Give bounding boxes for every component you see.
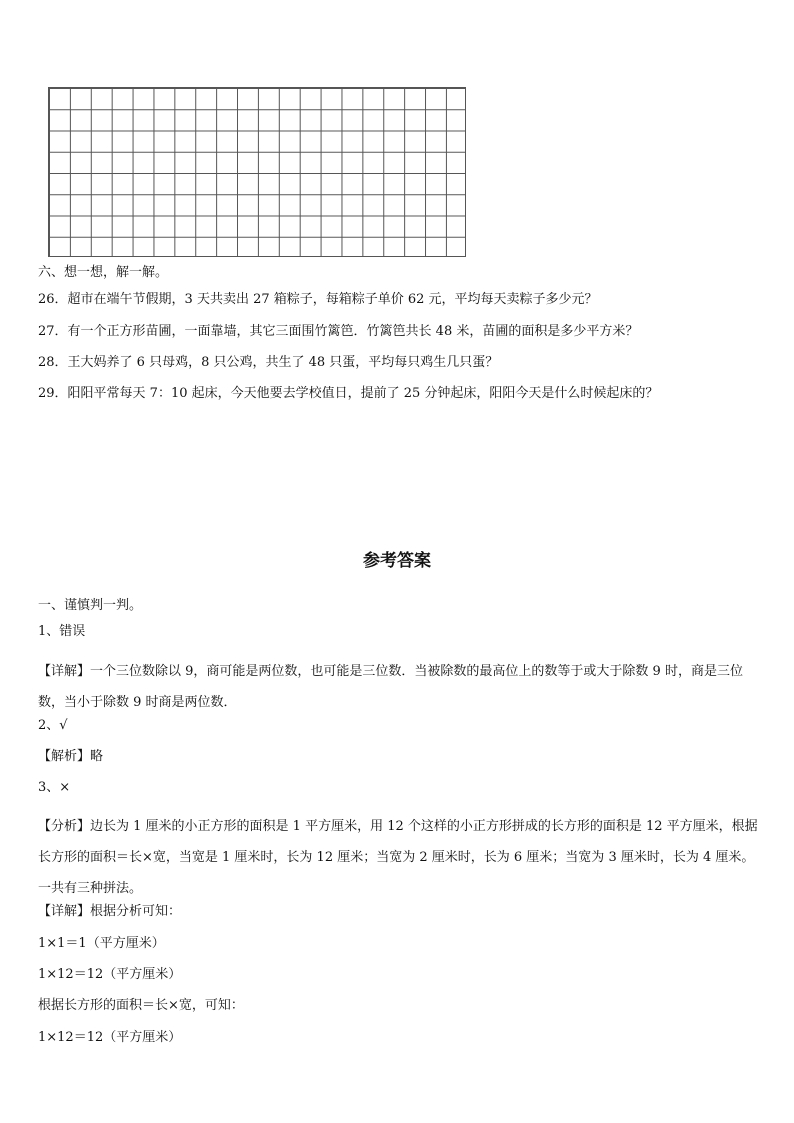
- question-29: 29．阳阳平常每天 7：10 起床，今天他要去学校值日，提前了 25 分钟起床，阳阳今天是什么时候起床的？: [38, 386, 659, 401]
- question-28: 28．王大妈养了 6 只母鸡，8 只公鸡，共生了 48 只蛋，平均每只鸡生几只蛋？: [38, 355, 499, 370]
- answer-line: 【详解】一个三位数除以 9，商可能是两位数，也可能是三位数．当被除数的最高位上的数等于或大于除数 9 时，商是三位数，当小于除数 9 时商是两位数．: [38, 664, 743, 710]
- section-heading: 六、想一想，解一解。: [38, 265, 169, 280]
- answer-line: 1、错误: [38, 624, 86, 639]
- answer-line: 2、√: [38, 718, 68, 733]
- answer-line: 【解析】略: [38, 749, 104, 764]
- answer-grid: [48, 87, 466, 257]
- answer-line: 根据长方形的面积＝长×宽，可知：: [38, 998, 244, 1013]
- answers-section-heading: 一、谨慎判一判。: [38, 598, 143, 613]
- answer-line: 3、×: [38, 780, 71, 795]
- answer-line: 【详解】根据分析可知：: [38, 904, 182, 919]
- question-26: 26．超市在端午节假期，3 天共卖出 27 箱粽子，每箱粽子单价 62 元，平均每天卖粽子多少元？: [38, 292, 598, 307]
- answers-title: 参考答案: [363, 551, 431, 571]
- answer-line: 【分析】边长为 1 厘米的小正方形的面积是 1 平方厘米，用 12 个这样的小正方形拼成的长方形的面积是 12 平方厘米，根据长方形的面积＝长×宽，当宽是 1 厘米时，长为 12 厘米；当宽为 2 厘米时，长为 6 厘米；当宽为 3 厘米时，长为 4 厘米。一共有三种拼法。: [38, 819, 758, 896]
- answer-line: 1×12＝12（平方厘米）: [38, 967, 182, 982]
- question-27: 27．有一个正方形苗圃，一面靠墙，其它三面围竹篱笆．竹篱笆共长 48 米，苗圃的面积是多少平方米？: [38, 324, 639, 339]
- answer-line: 1×1＝1（平方厘米）: [38, 936, 165, 951]
- answer-line: 1×12＝12（平方厘米）: [38, 1030, 182, 1045]
